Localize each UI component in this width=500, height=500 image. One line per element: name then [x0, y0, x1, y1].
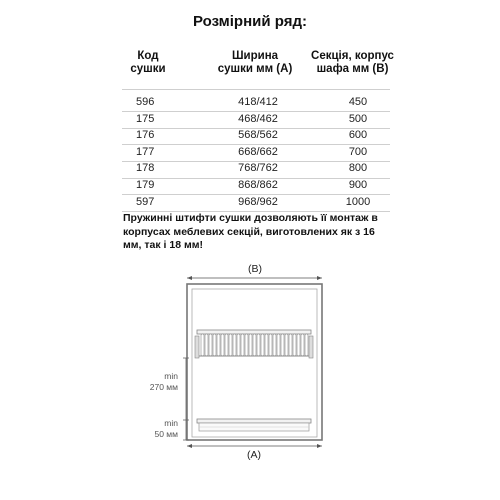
arrow-left-icon — [187, 444, 192, 448]
cell-code: 596 — [136, 96, 155, 108]
cell-width: 768/762 — [238, 162, 278, 175]
cell-width: 568/562 — [238, 129, 278, 142]
dim-upper-value: 270 мм — [149, 382, 178, 392]
plate-rack — [195, 330, 313, 358]
header-width-line1: Ширина — [231, 50, 279, 62]
header-section-line1: Секція, корпус — [311, 50, 394, 62]
plate-slot — [225, 334, 228, 356]
cell-section: 1000 — [345, 195, 371, 208]
cell-code: 175 — [136, 112, 155, 125]
plate-slot — [265, 334, 268, 356]
plate-slot — [293, 334, 296, 356]
header-section-line2: шафа мм (В) — [316, 63, 389, 75]
cell-width: 668/662 — [238, 145, 278, 158]
cabinet-frame — [187, 284, 322, 440]
plate-slot — [297, 334, 300, 356]
cell-section: 600 — [348, 129, 368, 142]
cell-section: 450 — [348, 96, 368, 108]
plate-slot — [249, 334, 252, 356]
plate-slot — [277, 334, 280, 356]
plate-slot — [305, 334, 308, 356]
cell-code: 176 — [136, 129, 155, 142]
plate-slot — [237, 334, 240, 356]
cell-code: 179 — [136, 179, 155, 191]
plate-slot — [245, 334, 248, 356]
cell-section: 700 — [348, 145, 368, 158]
arrow-right-icon — [317, 276, 322, 280]
cell-code: 178 — [136, 162, 155, 175]
plate-slot — [281, 334, 284, 356]
arrow-right-icon — [317, 444, 322, 448]
dim-upper-min: min — [164, 371, 178, 381]
plate-slot — [253, 334, 256, 356]
label-b: (B) — [248, 263, 262, 275]
plate-slot — [285, 334, 288, 356]
plate-slot — [229, 334, 232, 356]
plate-slot — [273, 334, 276, 356]
cell-section: 500 — [348, 112, 368, 125]
header-width-line2: сушки мм (А) — [217, 63, 293, 75]
plate-slot — [217, 334, 220, 356]
plate-slot — [289, 334, 292, 356]
plate-slot — [269, 334, 272, 356]
plate-slot — [261, 334, 264, 356]
cell-section: 800 — [348, 162, 368, 175]
cell-width: 968/962 — [238, 195, 278, 208]
cell-section: 900 — [348, 179, 368, 191]
cell-width: 418/412 — [238, 96, 278, 108]
plate-slot — [301, 334, 304, 356]
plate-slot — [213, 334, 216, 356]
plate-slot — [209, 334, 212, 356]
cell-code: 177 — [136, 145, 155, 158]
plate-slot — [241, 334, 244, 356]
mounting-note: Пружинні штифти сушки дозволяють її монтаж в корпусах меблевих секцій, виготовлених як з 16 мм, так і 18 мм! — [123, 212, 378, 251]
plate-slot — [205, 334, 208, 356]
cell-code: 597 — [136, 195, 155, 208]
header-code-line1: Код — [137, 50, 159, 62]
plate-slot — [257, 334, 260, 356]
plate-slot — [221, 334, 224, 356]
header-code-line2: сушки — [130, 63, 166, 75]
label-a: (A) — [247, 449, 261, 461]
plate-slot — [201, 334, 204, 356]
cell-width: 468/462 — [238, 112, 278, 125]
drip-tray — [197, 419, 311, 431]
plate-slot — [233, 334, 236, 356]
page-title: Розмірний ряд: — [192, 13, 307, 30]
dim-lower-min: min — [164, 418, 178, 428]
cabinet-inner — [192, 289, 317, 437]
dim-lower-value: 50 мм — [154, 429, 178, 439]
cell-width: 868/862 — [238, 179, 278, 191]
arrow-left-icon — [187, 276, 192, 280]
